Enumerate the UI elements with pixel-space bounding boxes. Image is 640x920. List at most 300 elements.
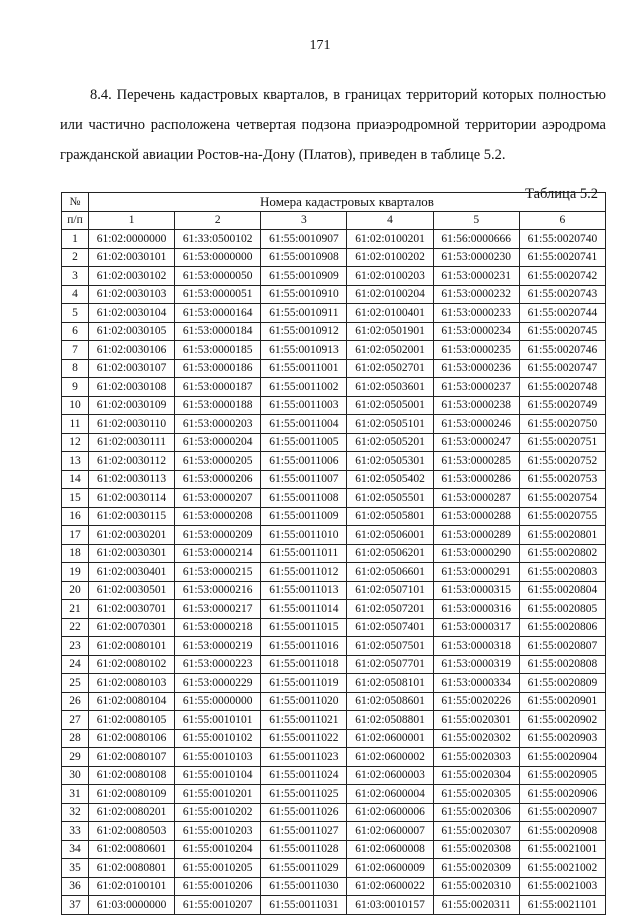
cadastral-number-cell: 61:02:0030114 [89, 489, 175, 508]
cadastral-number-cell: 61:53:0000204 [175, 433, 261, 452]
paragraph-line-1: 8.4. Перечень кадастровых кварталов, в границах территорий которых полностью [90, 87, 606, 103]
row-number-cell: 9 [62, 378, 89, 397]
cadastral-number-cell: 61:02:0070301 [89, 618, 175, 637]
cadastral-number-cell: 61:55:0020310 [433, 877, 519, 896]
cadastral-number-cell: 61:02:0080101 [89, 637, 175, 656]
cadastral-number-cell: 61:55:0010911 [261, 304, 347, 323]
row-number-cell: 30 [62, 766, 89, 785]
cadastral-number-cell: 61:55:0011016 [261, 637, 347, 656]
cadastral-number-cell: 61:55:0020301 [433, 711, 519, 730]
cadastral-number-cell: 61:55:0020309 [433, 859, 519, 878]
cadastral-number-cell: 61:02:0506601 [347, 563, 433, 582]
cadastral-number-cell: 61:02:0030110 [89, 415, 175, 434]
cadastral-number-cell: 61:55:0021001 [519, 840, 605, 859]
header-title: Номера кадастровых кварталов [89, 193, 606, 212]
cadastral-number-cell: 61:02:0507401 [347, 618, 433, 637]
cadastral-number-cell: 61:02:0505101 [347, 415, 433, 434]
row-number-cell: 28 [62, 729, 89, 748]
cadastral-number-cell: 61:55:0011008 [261, 489, 347, 508]
table-row [62, 341, 606, 360]
row-number-cell: 11 [62, 415, 89, 434]
cadastral-number-cell: 61:53:0000319 [433, 655, 519, 674]
table-row [62, 655, 606, 674]
cadastral-number-cell: 61:02:0508101 [347, 674, 433, 693]
cadastral-number-cell: 61:53:0000287 [433, 489, 519, 508]
cadastral-number-cell: 61:53:0000184 [175, 322, 261, 341]
cadastral-number-cell: 61:53:0000286 [433, 470, 519, 489]
column-header: 2 [175, 211, 261, 230]
cadastral-number-cell: 61:02:0030111 [89, 433, 175, 452]
column-header: 4 [347, 211, 433, 230]
row-number-cell: 10 [62, 396, 89, 415]
cadastral-number-cell: 61:02:0600022 [347, 877, 433, 896]
cadastral-number-cell: 61:55:0020308 [433, 840, 519, 859]
cadastral-number-cell: 61:53:0000187 [175, 378, 261, 397]
cadastral-number-cell: 61:55:0020305 [433, 785, 519, 804]
row-number-cell: 33 [62, 822, 89, 841]
cadastral-number-cell: 61:53:0000246 [433, 415, 519, 434]
cadastral-number-cell: 61:02:0030108 [89, 378, 175, 397]
cadastral-number-cell: 61:02:0507101 [347, 581, 433, 600]
cadastral-number-cell: 61:55:0020807 [519, 637, 605, 656]
cadastral-number-cell: 61:02:0600008 [347, 840, 433, 859]
cadastral-number-cell: 61:55:0011014 [261, 600, 347, 619]
cadastral-number-cell: 61:02:0100101 [89, 877, 175, 896]
table-row [62, 415, 606, 434]
column-header: 3 [261, 211, 347, 230]
row-number-cell: 23 [62, 637, 89, 656]
cadastral-number-cell: 61:53:0000247 [433, 433, 519, 452]
row-number-cell: 8 [62, 359, 89, 378]
cadastral-number-cell: 61:02:0505801 [347, 507, 433, 526]
cadastral-number-cell: 61:02:0030109 [89, 396, 175, 415]
cadastral-table [61, 192, 606, 915]
cadastral-number-cell: 61:55:0011025 [261, 785, 347, 804]
cadastral-number-cell: 61:55:0011013 [261, 581, 347, 600]
table-row [62, 748, 606, 767]
cadastral-number-cell: 61:02:0600002 [347, 748, 433, 767]
cadastral-number-cell: 61:53:0000238 [433, 396, 519, 415]
cadastral-number-cell: 61:53:0000208 [175, 507, 261, 526]
row-number-cell: 35 [62, 859, 89, 878]
cadastral-number-cell: 61:02:0080106 [89, 729, 175, 748]
cadastral-number-cell: 61:55:0011010 [261, 526, 347, 545]
cadastral-number-cell: 61:53:0000219 [175, 637, 261, 656]
cadastral-number-cell: 61:02:0080109 [89, 785, 175, 804]
cadastral-number-cell: 61:02:0600003 [347, 766, 433, 785]
table-row [62, 322, 606, 341]
cadastral-number-cell: 61:55:0011023 [261, 748, 347, 767]
cadastral-number-cell: 61:02:0505001 [347, 396, 433, 415]
table-row [62, 711, 606, 730]
cadastral-number-cell: 61:55:0020740 [519, 230, 605, 249]
cadastral-number-cell: 61:02:0080801 [89, 859, 175, 878]
cadastral-number-cell: 61:55:0020741 [519, 248, 605, 267]
table-row [62, 766, 606, 785]
cadastral-number-cell: 61:55:0020755 [519, 507, 605, 526]
cadastral-number-cell: 61:55:0010907 [261, 230, 347, 249]
cadastral-number-cell: 61:55:0021101 [519, 896, 605, 915]
cadastral-number-cell: 61:55:0010103 [175, 748, 261, 767]
cadastral-number-cell: 61:02:0505501 [347, 489, 433, 508]
cadastral-number-cell: 61:53:0000229 [175, 674, 261, 693]
cadastral-number-cell: 61:03:0010157 [347, 896, 433, 915]
cadastral-number-cell: 61:53:0000317 [433, 618, 519, 637]
cadastral-number-cell: 61:53:0000315 [433, 581, 519, 600]
header-num-bottom: п/п [62, 211, 89, 230]
cadastral-number-cell: 61:55:0020226 [433, 692, 519, 711]
cadastral-number-cell: 61:55:0020744 [519, 304, 605, 323]
cadastral-number-cell: 61:02:0505301 [347, 452, 433, 471]
cadastral-number-cell: 61:55:0011027 [261, 822, 347, 841]
cadastral-number-cell: 61:53:0000205 [175, 452, 261, 471]
cadastral-number-cell: 61:02:0507701 [347, 655, 433, 674]
cadastral-number-cell: 61:02:0508601 [347, 692, 433, 711]
row-number-cell: 1 [62, 230, 89, 249]
table-row [62, 785, 606, 804]
cadastral-number-cell: 61:02:0030112 [89, 452, 175, 471]
intro-paragraph [60, 80, 606, 170]
cadastral-number-cell: 61:55:0020802 [519, 544, 605, 563]
cadastral-number-cell: 61:53:0000218 [175, 618, 261, 637]
cadastral-number-cell: 61:55:0020808 [519, 655, 605, 674]
table-row [62, 359, 606, 378]
cadastral-number-cell: 61:53:0000231 [433, 267, 519, 286]
cadastral-number-cell: 61:02:0507201 [347, 600, 433, 619]
cadastral-number-cell: 61:55:0010206 [175, 877, 261, 896]
cadastral-number-cell: 61:55:0020303 [433, 748, 519, 767]
table-row [62, 526, 606, 545]
cadastral-number-cell: 61:56:0000666 [433, 230, 519, 249]
cadastral-number-cell: 61:55:0011020 [261, 692, 347, 711]
cadastral-number-cell: 61:55:0011009 [261, 507, 347, 526]
cadastral-number-cell: 61:55:0020749 [519, 396, 605, 415]
cadastral-number-cell: 61:55:0011015 [261, 618, 347, 637]
cadastral-number-cell: 61:53:0000185 [175, 341, 261, 360]
cadastral-number-cell: 61:55:0020748 [519, 378, 605, 397]
cadastral-number-cell: 61:53:0000214 [175, 544, 261, 563]
cadastral-number-cell: 61:55:0020745 [519, 322, 605, 341]
cadastral-number-cell: 61:02:0080503 [89, 822, 175, 841]
column-header: 6 [519, 211, 605, 230]
row-number-cell: 24 [62, 655, 89, 674]
cadastral-number-cell: 61:55:0011002 [261, 378, 347, 397]
cadastral-number-cell: 61:55:0020902 [519, 711, 605, 730]
row-number-cell: 7 [62, 341, 89, 360]
table-body [62, 230, 606, 915]
cadastral-number-cell: 61:55:0010910 [261, 285, 347, 304]
cadastral-number-cell: 61:55:0010909 [261, 267, 347, 286]
cadastral-number-cell: 61:02:0030102 [89, 267, 175, 286]
cadastral-number-cell: 61:02:0080102 [89, 655, 175, 674]
cadastral-number-cell: 61:02:0030501 [89, 581, 175, 600]
cadastral-number-cell: 61:02:0080104 [89, 692, 175, 711]
cadastral-number-cell: 61:02:0030701 [89, 600, 175, 619]
table-row [62, 600, 606, 619]
paragraph-line-3: гражданской авиации Ростов-на-Дону (Платов), приведен в таблице 5.2. [60, 147, 506, 163]
cadastral-number-cell: 61:55:0011031 [261, 896, 347, 915]
cadastral-number-cell: 61:02:0505402 [347, 470, 433, 489]
cadastral-number-cell: 61:02:0030103 [89, 285, 175, 304]
cadastral-number-cell: 61:55:0020904 [519, 748, 605, 767]
cadastral-number-cell: 61:53:0000164 [175, 304, 261, 323]
cadastral-number-cell: 61:33:0500102 [175, 230, 261, 249]
cadastral-number-cell: 61:55:0011029 [261, 859, 347, 878]
cadastral-number-cell: 61:53:0000285 [433, 452, 519, 471]
cadastral-number-cell: 61:53:0000289 [433, 526, 519, 545]
cadastral-number-cell: 61:02:0502701 [347, 359, 433, 378]
table-row [62, 563, 606, 582]
table-row [62, 230, 606, 249]
table-row [62, 877, 606, 896]
table-row [62, 489, 606, 508]
header-num-top: № [62, 193, 89, 212]
row-number-cell: 14 [62, 470, 89, 489]
cadastral-number-cell: 61:53:0000230 [433, 248, 519, 267]
row-number-cell: 26 [62, 692, 89, 711]
cadastral-number-cell: 61:02:0030106 [89, 341, 175, 360]
cadastral-number-cell: 61:55:0010205 [175, 859, 261, 878]
row-number-cell: 21 [62, 600, 89, 619]
cadastral-number-cell: 61:55:0020901 [519, 692, 605, 711]
cadastral-number-cell: 61:02:0501901 [347, 322, 433, 341]
cadastral-number-cell: 61:55:0020906 [519, 785, 605, 804]
table-row [62, 581, 606, 600]
cadastral-number-cell: 61:55:0010912 [261, 322, 347, 341]
row-number-cell: 19 [62, 563, 89, 582]
cadastral-number-cell: 61:55:0020806 [519, 618, 605, 637]
cadastral-number-cell: 61:02:0030301 [89, 544, 175, 563]
row-number-cell: 37 [62, 896, 89, 915]
cadastral-number-cell: 61:02:0502001 [347, 341, 433, 360]
cadastral-number-cell: 61:02:0600007 [347, 822, 433, 841]
cadastral-number-cell: 61:55:0020742 [519, 267, 605, 286]
cadastral-number-cell: 61:55:0020908 [519, 822, 605, 841]
cadastral-number-cell: 61:02:0507501 [347, 637, 433, 656]
row-number-cell: 31 [62, 785, 89, 804]
cadastral-number-cell: 61:53:0000291 [433, 563, 519, 582]
cadastral-number-cell: 61:53:0000233 [433, 304, 519, 323]
cadastral-number-cell: 61:55:0020809 [519, 674, 605, 693]
table-row [62, 896, 606, 915]
paragraph-line-2: или частично расположена четвертая подзона приаэродромной территории аэродрома [60, 117, 606, 133]
table-row [62, 285, 606, 304]
cadastral-number-cell: 61:55:0020753 [519, 470, 605, 489]
row-number-cell: 2 [62, 248, 89, 267]
cadastral-number-cell: 61:55:0011006 [261, 452, 347, 471]
row-number-cell: 15 [62, 489, 89, 508]
cadastral-number-cell: 61:55:0020907 [519, 803, 605, 822]
column-header: 1 [89, 211, 175, 230]
cadastral-number-cell: 61:55:0011011 [261, 544, 347, 563]
cadastral-number-cell: 61:55:0010913 [261, 341, 347, 360]
cadastral-number-cell: 61:02:0503601 [347, 378, 433, 397]
cadastral-number-cell: 61:53:0000206 [175, 470, 261, 489]
cadastral-number-cell: 61:55:0021003 [519, 877, 605, 896]
row-number-cell: 29 [62, 748, 89, 767]
cadastral-number-cell: 61:02:0030113 [89, 470, 175, 489]
cadastral-number-cell: 61:55:0011004 [261, 415, 347, 434]
page-number: 171 [309, 38, 331, 53]
table-row [62, 452, 606, 471]
cadastral-number-cell: 61:53:0000237 [433, 378, 519, 397]
cadastral-number-cell: 61:02:0030105 [89, 322, 175, 341]
table-row [62, 803, 606, 822]
cadastral-number-cell: 61:55:0020905 [519, 766, 605, 785]
cadastral-number-cell: 61:02:0030107 [89, 359, 175, 378]
cadastral-number-cell: 61:53:0000216 [175, 581, 261, 600]
cadastral-number-cell: 61:55:0020747 [519, 359, 605, 378]
cadastral-number-cell: 61:53:0000215 [175, 563, 261, 582]
table-row [62, 840, 606, 859]
cadastral-number-cell: 61:02:0000000 [89, 230, 175, 249]
cadastral-number-cell: 61:55:0020903 [519, 729, 605, 748]
table-row [62, 692, 606, 711]
cadastral-number-cell: 61:55:0011028 [261, 840, 347, 859]
cadastral-number-cell: 61:53:0000188 [175, 396, 261, 415]
column-header: 5 [433, 211, 519, 230]
row-number-cell: 20 [62, 581, 89, 600]
cadastral-number-cell: 61:55:0020803 [519, 563, 605, 582]
row-number-cell: 36 [62, 877, 89, 896]
table-row [62, 248, 606, 267]
cadastral-number-cell: 61:55:0010101 [175, 711, 261, 730]
row-number-cell: 27 [62, 711, 89, 730]
row-number-cell: 3 [62, 267, 89, 286]
cadastral-number-cell: 61:53:0000050 [175, 267, 261, 286]
cadastral-number-cell: 61:55:0010908 [261, 248, 347, 267]
table-row [62, 378, 606, 397]
table-row [62, 544, 606, 563]
cadastral-number-cell: 61:55:0021002 [519, 859, 605, 878]
table-row [62, 729, 606, 748]
cadastral-number-cell: 61:55:0010207 [175, 896, 261, 915]
row-number-cell: 34 [62, 840, 89, 859]
row-number-cell: 6 [62, 322, 89, 341]
cadastral-number-cell: 61:55:0011012 [261, 563, 347, 582]
cadastral-number-cell: 61:02:0080107 [89, 748, 175, 767]
cadastral-number-cell: 61:53:0000290 [433, 544, 519, 563]
table-row [62, 822, 606, 841]
row-number-cell: 16 [62, 507, 89, 526]
cadastral-number-cell: 61:53:0000334 [433, 674, 519, 693]
cadastral-number-cell: 61:02:0100203 [347, 267, 433, 286]
row-number-cell: 22 [62, 618, 89, 637]
cadastral-number-cell: 61:53:0000223 [175, 655, 261, 674]
cadastral-number-cell: 61:55:0020751 [519, 433, 605, 452]
cadastral-number-cell: 61:55:0020746 [519, 341, 605, 360]
cadastral-number-cell: 61:02:0030115 [89, 507, 175, 526]
cadastral-number-cell: 61:55:0020304 [433, 766, 519, 785]
cadastral-number-cell: 61:55:0020804 [519, 581, 605, 600]
cadastral-number-cell: 61:53:0000217 [175, 600, 261, 619]
cadastral-number-cell: 61:55:0020750 [519, 415, 605, 434]
cadastral-number-cell: 61:53:0000288 [433, 507, 519, 526]
cadastral-number-cell: 61:02:0030104 [89, 304, 175, 323]
cadastral-number-cell: 61:02:0080105 [89, 711, 175, 730]
table-row [62, 470, 606, 489]
cadastral-number-cell: 61:02:0030101 [89, 248, 175, 267]
cadastral-number-cell: 61:55:0010204 [175, 840, 261, 859]
table-row [62, 674, 606, 693]
row-number-cell: 13 [62, 452, 89, 471]
cadastral-number-cell: 61:53:0000234 [433, 322, 519, 341]
row-number-cell: 25 [62, 674, 89, 693]
table-row [62, 396, 606, 415]
cadastral-number-cell: 61:55:0011001 [261, 359, 347, 378]
cadastral-number-cell: 61:53:0000209 [175, 526, 261, 545]
cadastral-number-cell: 61:53:0000236 [433, 359, 519, 378]
cadastral-number-cell: 61:02:0080108 [89, 766, 175, 785]
table-row [62, 637, 606, 656]
table-caption: Таблица 5.2 [525, 186, 598, 202]
cadastral-number-cell: 61:02:0506001 [347, 526, 433, 545]
table-row [62, 433, 606, 452]
cadastral-number-cell: 61:02:0505201 [347, 433, 433, 452]
cadastral-number-cell: 61:55:0020752 [519, 452, 605, 471]
cadastral-number-cell: 61:55:0020805 [519, 600, 605, 619]
cadastral-number-cell: 61:55:0020743 [519, 285, 605, 304]
cadastral-number-cell: 61:55:0020306 [433, 803, 519, 822]
cadastral-number-cell: 61:02:0100201 [347, 230, 433, 249]
cadastral-number-cell: 61:55:0010202 [175, 803, 261, 822]
cadastral-number-cell: 61:55:0020302 [433, 729, 519, 748]
cadastral-number-cell: 61:55:0010104 [175, 766, 261, 785]
table-row [62, 859, 606, 878]
row-number-cell: 12 [62, 433, 89, 452]
cadastral-number-cell: 61:55:0000000 [175, 692, 261, 711]
cadastral-number-cell: 61:55:0010102 [175, 729, 261, 748]
table-row [62, 267, 606, 286]
cadastral-number-cell: 61:55:0011024 [261, 766, 347, 785]
cadastral-number-cell: 61:53:0000051 [175, 285, 261, 304]
cadastral-number-cell: 61:53:0000235 [433, 341, 519, 360]
cadastral-number-cell: 61:55:0011019 [261, 674, 347, 693]
cadastral-number-cell: 61:02:0600006 [347, 803, 433, 822]
cadastral-number-cell: 61:02:0030401 [89, 563, 175, 582]
cadastral-number-cell: 61:55:0020754 [519, 489, 605, 508]
cadastral-number-cell: 61:02:0100202 [347, 248, 433, 267]
cadastral-number-cell: 61:55:0020307 [433, 822, 519, 841]
cadastral-number-cell: 61:55:0010201 [175, 785, 261, 804]
cadastral-number-cell: 61:55:0020311 [433, 896, 519, 915]
table-row [62, 507, 606, 526]
cadastral-number-cell: 61:02:0600009 [347, 859, 433, 878]
row-number-cell: 18 [62, 544, 89, 563]
cadastral-number-cell: 61:02:0506201 [347, 544, 433, 563]
cadastral-number-cell: 61:02:0100204 [347, 285, 433, 304]
cadastral-number-cell: 61:53:0000203 [175, 415, 261, 434]
cadastral-number-cell: 61:02:0080103 [89, 674, 175, 693]
row-number-cell: 32 [62, 803, 89, 822]
cadastral-number-cell: 61:03:0000000 [89, 896, 175, 915]
cadastral-number-cell: 61:02:0600004 [347, 785, 433, 804]
table-row [62, 304, 606, 323]
cadastral-number-cell: 61:53:0000207 [175, 489, 261, 508]
cadastral-number-cell: 61:53:0000000 [175, 248, 261, 267]
table-row [62, 618, 606, 637]
cadastral-number-cell: 61:55:0011005 [261, 433, 347, 452]
cadastral-number-cell: 61:02:0600001 [347, 729, 433, 748]
row-number-cell: 4 [62, 285, 89, 304]
cadastral-number-cell: 61:53:0000232 [433, 285, 519, 304]
cadastral-number-cell: 61:55:0011026 [261, 803, 347, 822]
cadastral-number-cell: 61:02:0100401 [347, 304, 433, 323]
cadastral-number-cell: 61:02:0030201 [89, 526, 175, 545]
cadastral-number-cell: 61:02:0080601 [89, 840, 175, 859]
row-number-cell: 5 [62, 304, 89, 323]
cadastral-number-cell: 61:53:0000186 [175, 359, 261, 378]
